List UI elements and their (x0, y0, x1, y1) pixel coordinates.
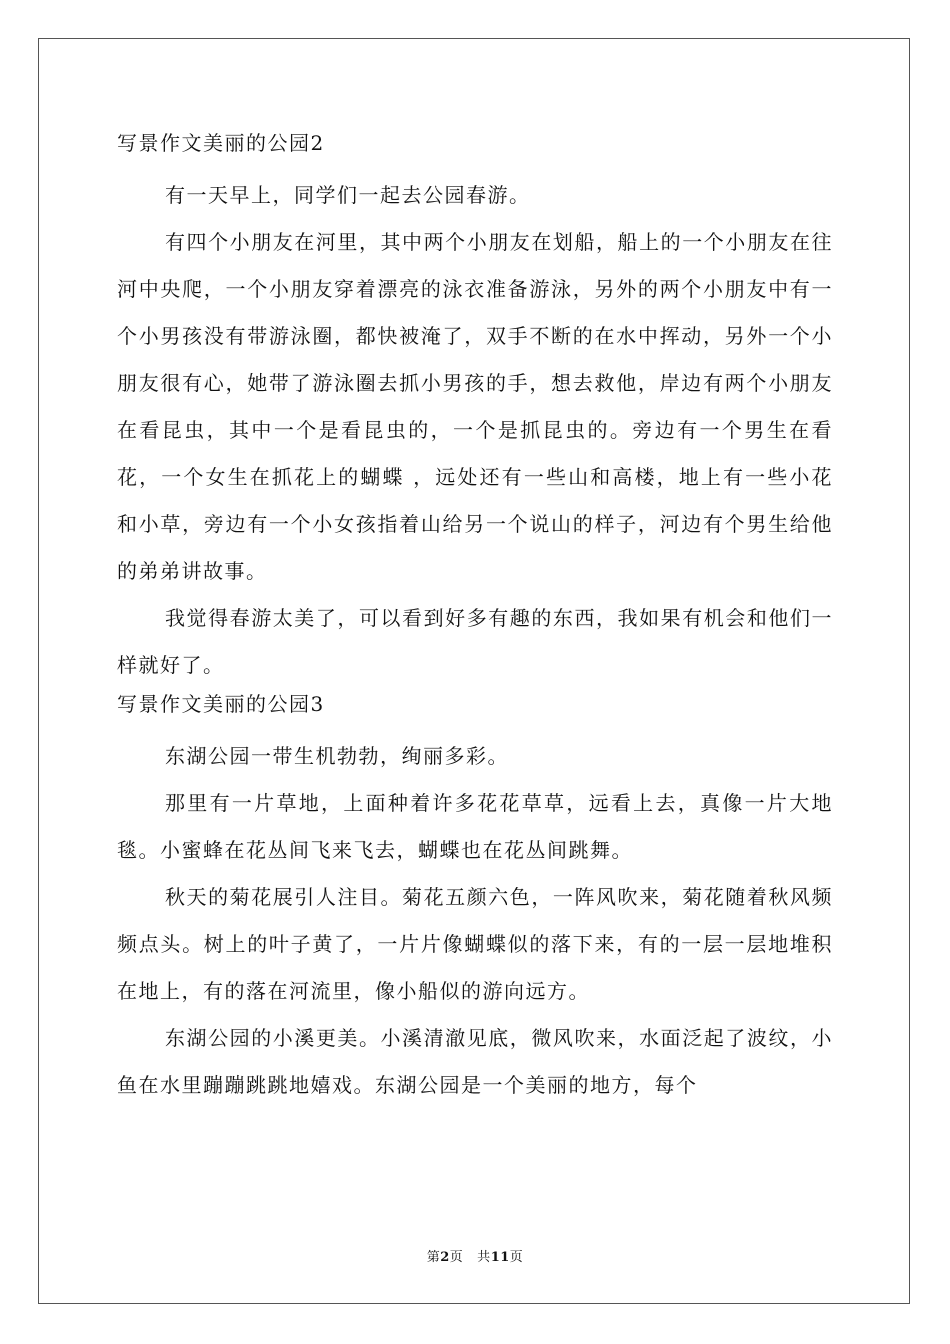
paragraph: 秋天的菊花展引人注目。菊花五颜六色，一阵风吹来，菊花随着秋风频频点头。树上的叶子黄了，一片片像蝴蝶似的落下来，有的一层一层地堆积在地上，有的落在河流里，像小船似的游向远方。 (117, 885, 833, 1003)
page-prefix: 第 (426, 1250, 441, 1265)
page-suffix: 页 (449, 1250, 464, 1265)
section-heading: 写景作文美丽的公园3 (117, 692, 325, 716)
paragraph: 那里有一片草地，上面种着许多花花草草，远看上去，真像一片大地毯。小蜜蜂在花丛间飞来飞去，蝴蝶也在花丛间跳舞。 (117, 791, 833, 862)
paragraph: 东湖公园的小溪更美。小溪清澈见底，微风吹来，水面泛起了波纹，小鱼在水里蹦蹦跳跳地嬉戏。东湖公园是一个美丽的地方，每个 (117, 1026, 833, 1097)
paragraph: 东湖公园一带生机勃勃，绚丽多彩。 (165, 744, 509, 768)
total-pages: 11 (490, 1250, 510, 1265)
paragraph: 有四个小朋友在河里，其中两个小朋友在划船，船上的一个小朋友在往河中央爬，一个小朋友穿着漂亮的泳衣准备游泳，另外的两个小朋友中有一个小男孩没有带游泳圈，都快被淹了，双手不断的在水中挥动，另外一个小朋友很有心，她带了游泳圈去抓小男孩的手，想去救他，岸边有两个小朋友在看昆虫，其中一个是看昆虫的，一个是抓昆虫的。旁边有一个男生在看花，一个女生在抓花上的蝴蝶 ，远处还有一些山和高楼，地上有一些小花和小草，旁边有一个小女孩指着山给另一个说山的样子，河边有个男生给他的弟弟讲故事。 (117, 230, 833, 583)
section-heading: 写景作文美丽的公园2 (117, 131, 325, 155)
paragraph: 有一天早上，同学们一起去公园春游。 (165, 183, 531, 207)
total-suffix: 页 (509, 1250, 524, 1265)
document-body (117, 128, 833, 1109)
page-footer (0, 1246, 950, 1265)
total-prefix: 共 (477, 1250, 491, 1265)
paragraph: 我觉得春游太美了，可以看到好多有趣的东西，我如果有机会和他们一样就好了。 (117, 606, 833, 677)
page-number: 2 (440, 1250, 450, 1265)
